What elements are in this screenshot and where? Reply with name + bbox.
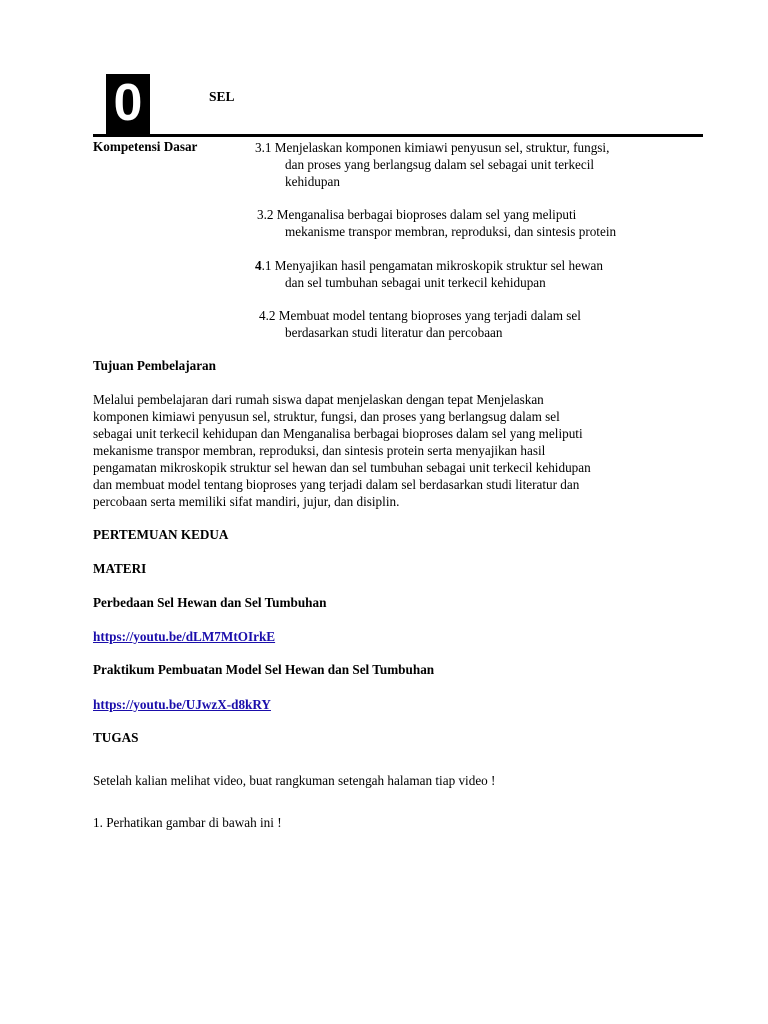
video2-link-row [93, 696, 693, 713]
kompetensi-label: Kompetensi Dasar [93, 139, 198, 154]
video1-link-row [93, 628, 693, 645]
tugas-item-1: 1. Perhatikan gambar di bawah ini ! [93, 815, 282, 830]
video2-title: Praktikum Pembuatan Model Sel Hewan dan Sel Tumbuhan [93, 662, 435, 677]
kd-item-line [255, 257, 685, 274]
chapter-title: SEL [209, 89, 235, 104]
chapter-number: 0 [113, 74, 143, 132]
kd-item-line: berdasarkan studi literatur dan percobaan [285, 325, 503, 340]
kd-item-4-1 [255, 257, 685, 291]
chapter-number-box [106, 74, 150, 135]
tujuan-heading: Tujuan Pembelajaran [93, 358, 216, 373]
kd-item-4-2 [259, 307, 689, 341]
tugas-instruction: Setelah kalian melihat video, buat rangkuman setengah halaman tiap video ! [93, 773, 496, 788]
video1-title: Perbedaan Sel Hewan dan Sel Tumbuhan [93, 595, 327, 610]
tujuan-paragraph [93, 391, 693, 510]
kd-item-3-2 [257, 206, 687, 240]
kd-item-line: kehidupan [285, 174, 340, 189]
video1-link[interactable]: https://youtu.be/dLM7MtOIrkE [93, 629, 276, 644]
paragraph-line: Melalui pembelajaran dari rumah siswa dapat menjelaskan dengan tepat Menjelaskan [93, 392, 544, 407]
materi-heading: MATERI [93, 561, 147, 576]
kd-item-3-1 [255, 139, 685, 190]
tugas-heading: TUGAS [93, 730, 139, 745]
header-rule [93, 134, 703, 137]
paragraph-line: komponen kimiawi penyusun sel, struktur, fungsi, dan proses yang berlangsug dalam sel [93, 409, 560, 424]
kd-item-line: dan proses yang berlangsug dalam sel sebagai unit terkecil [285, 157, 595, 172]
paragraph-line: mekanisme transpor membran, reproduksi, dan sintesis protein serta menyajikan hasil [93, 443, 546, 458]
kd-item-text: .1 Menyajikan hasil pengamatan mikroskopik struktur sel hewan [261, 258, 603, 273]
kd-item-line: mekanisme transpor membran, reproduksi, dan sintesis protein [285, 224, 617, 239]
video2-link[interactable]: https://youtu.be/UJwzX-d8kRY [93, 697, 271, 712]
kd-item-line: 4.2 Membuat model tentang bioproses yang terjadi dalam sel [259, 308, 581, 323]
pertemuan-heading: PERTEMUAN KEDUA [93, 527, 229, 542]
kd-item-line: 3.1 Menjelaskan komponen kimiawi penyusun sel, struktur, fungsi, [255, 140, 610, 155]
paragraph-line: pengamatan mikroskopik struktur sel hewan dan sel tumbuhan sebagai unit terkecil kehidupan [93, 460, 591, 475]
paragraph-line: dan membuat model tentang bioproses yang terjadi dalam sel berdasarkan studi literatur dan [93, 477, 580, 492]
kd-item-number: 4 [255, 258, 262, 273]
kd-item-line: 3.2 Menganalisa berbagai bioproses dalam sel yang meliputi [257, 207, 577, 222]
kd-item-line: dan sel tumbuhan sebagai unit terkecil kehidupan [285, 275, 546, 290]
paragraph-line: sebagai unit terkecil kehidupan dan Menganalisa berbagai bioproses dalam sel yang meliputi [93, 426, 583, 441]
paragraph-line: percobaan serta memiliki sifat mandiri, jujur, dan disiplin. [93, 494, 400, 509]
